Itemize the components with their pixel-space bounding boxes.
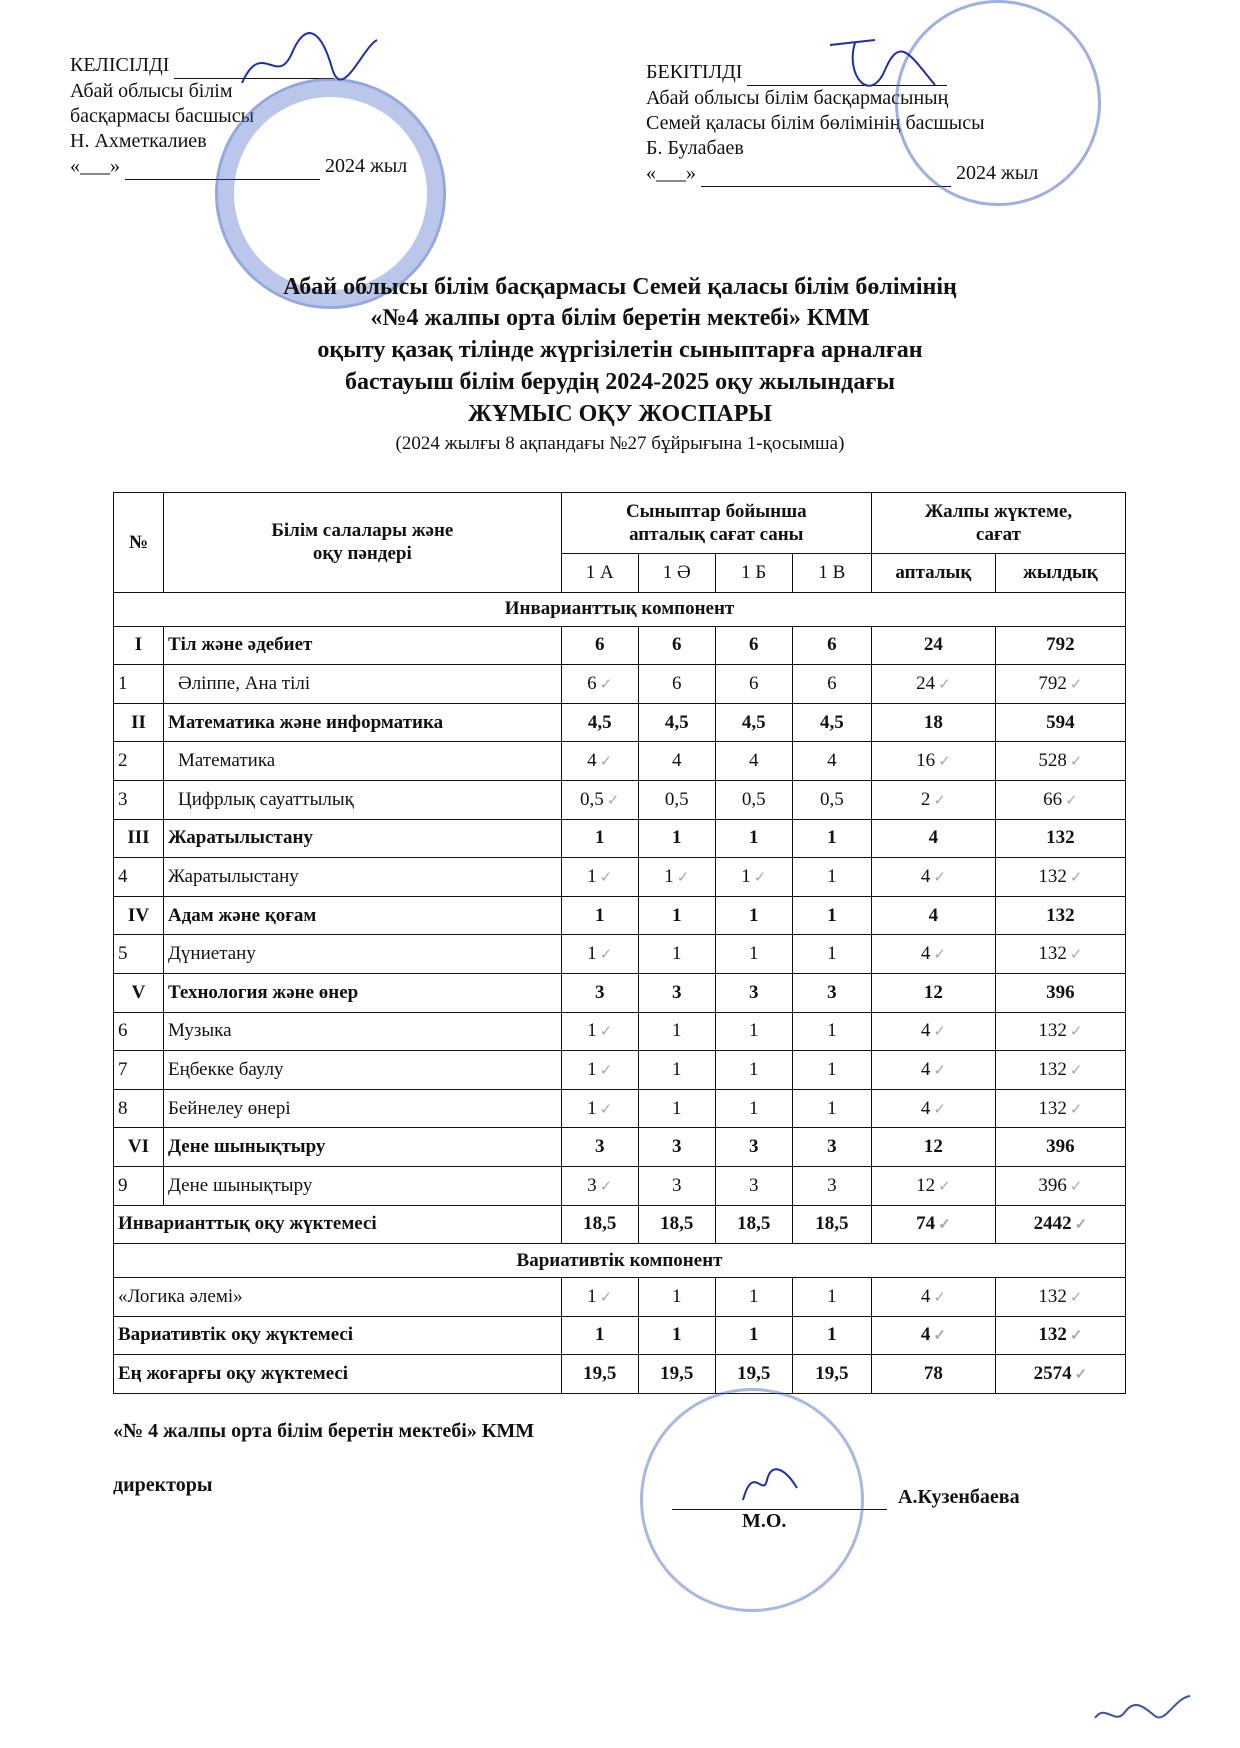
cell-value: 16 [916, 750, 936, 772]
table-row [114, 819, 1126, 858]
checkmark-icon: ✓ [938, 1178, 951, 1195]
cell-weekly [871, 1278, 995, 1317]
cell-1a [561, 665, 638, 704]
cell-1a: 1 [561, 819, 638, 858]
cell-value: 2442 [1033, 1213, 1072, 1235]
approval-left-line1: Абай облысы білім [70, 80, 233, 102]
row-num: 1 [114, 665, 164, 704]
row-subject: Бейнелеу өнері [163, 1089, 561, 1128]
cell-value: 792 [1038, 672, 1067, 694]
cell-weekly: 12 [871, 973, 995, 1012]
table-row [114, 703, 1126, 742]
cell-weekly [871, 858, 995, 897]
cell-1ae: 1 [638, 819, 715, 858]
cell-weekly [871, 1316, 995, 1355]
cell-value: 1 [664, 865, 674, 887]
row-subject: Дене шынықтыру [163, 1166, 561, 1205]
cell-1b: 1 [715, 896, 792, 935]
row-subject: Вариативтік оқу жүктемесі [114, 1316, 562, 1355]
checkmark-icon: ✓ [599, 1101, 613, 1118]
cell-1v: 1 [792, 1051, 871, 1090]
cell-value: 4 [920, 1285, 931, 1307]
checkmark-icon: ✓ [676, 869, 690, 886]
cell-1ae: 1 [638, 1316, 715, 1355]
cell-1v: 1 [792, 1012, 871, 1051]
checkmark-icon: ✓ [599, 676, 613, 693]
row-subject: Ең жоғарғы оқу жүктемесі [114, 1355, 562, 1394]
cell-yearly [995, 1316, 1125, 1355]
title-line2: «№4 жалпы орта білім беретін мектебі» КММ [370, 305, 870, 331]
approval-left-label: КЕЛІСІЛДІ [70, 54, 170, 76]
approval-right-name: Б. Булабаев [646, 137, 744, 159]
cell-1ae: 1 [638, 1089, 715, 1128]
cell-1ae: 4 [638, 742, 715, 781]
cell-value: 2574 [1033, 1363, 1072, 1385]
row-subject: Математика және информатика [163, 703, 561, 742]
cell-1a: 19,5 [561, 1355, 638, 1394]
table-row [114, 780, 1126, 819]
checkmark-icon: ✓ [938, 754, 951, 771]
row-num: IV [114, 896, 164, 935]
row-num: II [114, 703, 164, 742]
row-num: III [114, 819, 164, 858]
cell-value: 1 [741, 865, 751, 887]
cell-1a [561, 1166, 638, 1205]
table-row [114, 858, 1126, 897]
cell-weekly: 24 [871, 626, 995, 665]
cell-1b: 19,5 [715, 1355, 792, 1394]
checkmark-icon: ✓ [938, 676, 951, 693]
cell-1b: 3 [715, 1128, 792, 1167]
table-row [114, 1089, 1126, 1128]
row-subject: Музыка [163, 1012, 561, 1051]
cell-1v: 1 [792, 1089, 871, 1128]
row-subject: Технология және өнер [163, 973, 561, 1012]
checkmark-icon: ✓ [599, 754, 613, 771]
row-subject: Дүниетану [163, 935, 561, 974]
approval-right-date-prefix: «___» [646, 162, 696, 184]
cell-value: 1 [587, 1020, 597, 1042]
cell-1v: 6 [792, 665, 871, 704]
row-num: 8 [114, 1089, 164, 1128]
cell-1ae: 1 [638, 1051, 715, 1090]
cell-1v: 1 [792, 819, 871, 858]
cell-1ae [638, 858, 715, 897]
checkmark-icon: ✓ [1065, 792, 1078, 809]
cell-weekly [871, 742, 995, 781]
approval-left-name: Н. Ахметкалиев [70, 130, 207, 152]
row-num: I [114, 626, 164, 665]
cell-1ae: 3 [638, 1166, 715, 1205]
cell-1v: 3 [792, 1128, 871, 1167]
cell-weekly [871, 1205, 995, 1244]
table-row [114, 742, 1126, 781]
cell-1b: 3 [715, 1166, 792, 1205]
approval-left-year: 2024 жыл [325, 155, 408, 177]
row-num: 5 [114, 935, 164, 974]
cell-1ae: 1 [638, 896, 715, 935]
variative-section-label: Вариативтік компонент [114, 1244, 1126, 1278]
cell-weekly: 4 [871, 819, 995, 858]
checkmark-icon: ✓ [599, 1178, 613, 1195]
table-row [114, 1128, 1126, 1167]
cell-1v: 6 [792, 626, 871, 665]
cell-1v: 1 [792, 896, 871, 935]
checkmark-icon: ✓ [1069, 1178, 1083, 1195]
row-num: 9 [114, 1166, 164, 1205]
cell-yearly: 792 [995, 626, 1125, 665]
cell-value: 2 [920, 788, 931, 810]
cell-weekly: 18 [871, 703, 995, 742]
cell-1b: 0,5 [715, 780, 792, 819]
row-subject: Математика [163, 742, 561, 781]
cell-value: 4 [920, 1058, 931, 1080]
title-line4: бастауыш білім берудің 2024-2025 оқу жылындағы [345, 369, 895, 395]
cell-1a: 1 [561, 896, 638, 935]
cell-1a: 4,5 [561, 703, 638, 742]
cell-weekly [871, 1166, 995, 1205]
row-subject: Жаратылыстану [163, 819, 561, 858]
cell-1v: 18,5 [792, 1205, 871, 1244]
row-subject: Инварианттық оқу жүктемесі [114, 1205, 562, 1244]
cell-weekly [871, 780, 995, 819]
cell-value: 132 [1038, 1097, 1067, 1119]
cell-1b: 1 [715, 1089, 792, 1128]
row-num: 6 [114, 1012, 164, 1051]
checkmark-icon: ✓ [1069, 1101, 1083, 1118]
cell-yearly [995, 1089, 1125, 1128]
cell-1a [561, 1278, 638, 1317]
cell-weekly [871, 1012, 995, 1051]
table-row [114, 973, 1126, 1012]
cell-1v: 4,5 [792, 703, 871, 742]
row-subject: Жаратылыстану [163, 858, 561, 897]
cell-yearly [995, 780, 1125, 819]
cell-1v: 1 [792, 1316, 871, 1355]
cell-1ae: 6 [638, 626, 715, 665]
cell-value: 132 [1038, 943, 1067, 965]
cell-1v: 4 [792, 742, 871, 781]
row-num: VI [114, 1128, 164, 1167]
header-subject-line2: оқу пәндері [312, 543, 412, 565]
cell-yearly: 396 [995, 973, 1125, 1012]
checkmark-icon: ✓ [1069, 754, 1083, 771]
cell-1b [715, 858, 792, 897]
cell-value: 132 [1038, 1285, 1067, 1307]
row-subject: Еңбекке баулу [163, 1051, 561, 1090]
table-row [114, 665, 1126, 704]
cell-1v: 19,5 [792, 1355, 871, 1394]
cell-1ae: 6 [638, 665, 715, 704]
header-class-1v: 1 В [792, 554, 871, 593]
checkmark-icon: ✓ [606, 792, 620, 809]
date-line [701, 161, 951, 187]
table-row [114, 1166, 1126, 1205]
cell-value: 24 [916, 672, 936, 694]
header-weekly-line2: апталық сағат саны [629, 524, 804, 545]
checkmark-icon: ✓ [1074, 1367, 1088, 1384]
cell-yearly [995, 935, 1125, 974]
checkmark-icon: ✓ [753, 869, 767, 886]
cell-value: 6 [587, 672, 597, 694]
cell-1a: 3 [561, 973, 638, 1012]
cell-1ae: 18,5 [638, 1205, 715, 1244]
approval-right-label: БЕКІТІЛДІ [646, 61, 743, 83]
cell-1a: 3 [561, 1128, 638, 1167]
checkmark-icon: ✓ [933, 1328, 946, 1345]
row-subject: Дене шынықтыру [163, 1128, 561, 1167]
row-subject: Әліппе, Ана тілі [163, 665, 561, 704]
cell-1v: 0,5 [792, 780, 871, 819]
cell-1v: 1 [792, 1278, 871, 1317]
cell-value: 4 [920, 943, 931, 965]
cell-1b: 1 [715, 1012, 792, 1051]
cell-1ae: 1 [638, 1278, 715, 1317]
header-total-line2: сағат [975, 524, 1022, 545]
cell-1v: 1 [792, 935, 871, 974]
title-line5: ЖҰМЫС ОҚУ ЖОСПАРЫ [468, 401, 772, 427]
cell-value: 4 [920, 1020, 931, 1042]
cell-1b: 1 [715, 1316, 792, 1355]
checkmark-icon: ✓ [1069, 676, 1083, 693]
cell-yearly [995, 742, 1125, 781]
title-line1: Абай облысы білім басқармасы Семей қаласы білім бөлімінің [283, 274, 957, 300]
table-row [114, 935, 1126, 974]
seal-label: М.О. [742, 1510, 787, 1532]
cell-value: 132 [1038, 1058, 1067, 1080]
cell-1a: 18,5 [561, 1205, 638, 1244]
cell-value: 0,5 [580, 788, 604, 810]
cell-1ae: 3 [638, 1128, 715, 1167]
table-row [114, 1012, 1126, 1051]
footer-line2: директоры [113, 1474, 213, 1496]
cell-1b: 18,5 [715, 1205, 792, 1244]
checkmark-icon: ✓ [599, 1289, 613, 1306]
checkmark-icon: ✓ [599, 1062, 613, 1079]
official-stamp-right [895, 0, 1101, 206]
cell-1a [561, 935, 638, 974]
cell-1a [561, 1051, 638, 1090]
cell-value: 4 [920, 1324, 931, 1346]
row-num: 2 [114, 742, 164, 781]
max-total-row [114, 1355, 1126, 1394]
cell-1a: 6 [561, 626, 638, 665]
cell-1b: 6 [715, 626, 792, 665]
cell-1a [561, 742, 638, 781]
checkmark-icon: ✓ [933, 947, 946, 964]
checkmark-icon: ✓ [933, 1101, 946, 1118]
cell-value: 74 [916, 1213, 936, 1235]
cell-value: 12 [916, 1174, 936, 1196]
cell-yearly [995, 1205, 1125, 1244]
cell-1a [561, 1012, 638, 1051]
school-seal [640, 1388, 864, 1612]
checkmark-icon: ✓ [938, 1217, 951, 1234]
director-name: А.Кузенбаева [898, 1486, 1020, 1508]
cell-weekly [871, 1089, 995, 1128]
cell-weekly [871, 935, 995, 974]
approval-left-date-prefix: «___» [70, 155, 120, 177]
header-class-1b: 1 Б [715, 554, 792, 593]
cell-1b: 6 [715, 665, 792, 704]
cell-1v: 3 [792, 1166, 871, 1205]
row-subject: Цифрлық сауаттылық [163, 780, 561, 819]
header-weekly [561, 493, 871, 554]
cell-1a: 1 [561, 1316, 638, 1355]
cell-yearly: 132 [995, 819, 1125, 858]
checkmark-icon: ✓ [933, 792, 946, 809]
cell-weekly: 4 [871, 896, 995, 935]
cell-value: 1 [587, 943, 597, 965]
row-subject: Тіл және әдебиет [163, 626, 561, 665]
cell-value: 4 [920, 1097, 931, 1119]
invariant-total-row [114, 1205, 1126, 1244]
cell-1ae: 0,5 [638, 780, 715, 819]
cell-1a [561, 858, 638, 897]
footer-line1: «№ 4 жалпы орта білім беретін мектебі» КММ [113, 1420, 535, 1442]
row-num: V [114, 973, 164, 1012]
cell-value: 1 [587, 1058, 597, 1080]
cell-1ae: 1 [638, 1012, 715, 1051]
subtitle: (2024 жылғы 8 ақпандағы №27 бұйрығына 1-қосымша) [395, 433, 845, 454]
table-row [114, 1051, 1126, 1090]
cell-1v: 1 [792, 858, 871, 897]
cell-yearly: 132 [995, 896, 1125, 935]
cell-value: 1 [587, 865, 597, 887]
table-row [114, 626, 1126, 665]
cell-value: 396 [1038, 1174, 1067, 1196]
cell-1b: 3 [715, 973, 792, 1012]
row-subject: «Логика әлемі» [114, 1278, 562, 1317]
cell-value: 132 [1038, 1020, 1067, 1042]
row-subject: Адам және қоғам [163, 896, 561, 935]
checkmark-icon: ✓ [1069, 1024, 1083, 1041]
cell-value: 3 [587, 1174, 597, 1196]
cell-1ae: 3 [638, 973, 715, 1012]
cell-value: 66 [1043, 788, 1063, 810]
cell-yearly [995, 1278, 1125, 1317]
cell-yearly [995, 1355, 1125, 1394]
header-subject [163, 493, 561, 593]
approval-right-line1: Абай облысы білім басқармасының [646, 87, 949, 109]
cell-value: 1 [587, 1097, 597, 1119]
curriculum-table [113, 492, 1126, 1394]
checkmark-icon: ✓ [599, 869, 613, 886]
checkmark-icon: ✓ [599, 947, 613, 964]
cell-value: 4 [587, 750, 597, 772]
cell-1a [561, 780, 638, 819]
cell-1ae: 1 [638, 935, 715, 974]
header-subject-line1: Білім салалары және [271, 520, 454, 542]
checkmark-icon: ✓ [1069, 1328, 1083, 1345]
header-weekly-line1: Сыныптар бойынша [625, 501, 807, 522]
approval-right-line2: Семей қаласы білім бөлімінің басшысы [646, 112, 985, 134]
checkmark-icon: ✓ [599, 1024, 613, 1041]
signature-line [174, 53, 334, 79]
header-total [871, 493, 1125, 554]
cell-1ae: 4,5 [638, 703, 715, 742]
checkmark-icon: ✓ [1069, 947, 1083, 964]
approval-right-year: 2024 жыл [956, 162, 1039, 184]
variative-total-row [114, 1316, 1126, 1355]
cell-value: 132 [1038, 865, 1067, 887]
header-class-1a: 1 А [561, 554, 638, 593]
cell-1b: 4 [715, 742, 792, 781]
cell-weekly [871, 665, 995, 704]
checkmark-icon: ✓ [1069, 869, 1083, 886]
checkmark-icon: ✓ [933, 1289, 946, 1306]
cell-yearly [995, 1166, 1125, 1205]
cell-weekly: 78 [871, 1355, 995, 1394]
cell-yearly: 594 [995, 703, 1125, 742]
checkmark-icon: ✓ [1069, 1289, 1083, 1306]
row-num: 7 [114, 1051, 164, 1090]
cell-1b: 1 [715, 1278, 792, 1317]
cell-1b: 1 [715, 935, 792, 974]
cell-yearly [995, 665, 1125, 704]
cell-yearly [995, 1012, 1125, 1051]
approval-left-line2: басқармасы басшысы [70, 105, 255, 127]
title-line3: оқыту қазақ тілінде жүргізілетін сыныптарға арналған [317, 337, 923, 363]
header-yearly-total: жылдық [995, 554, 1125, 593]
checkmark-icon: ✓ [933, 1024, 946, 1041]
header-class-1ae: 1 Ә [638, 554, 715, 593]
cell-1a [561, 1089, 638, 1128]
cell-value: 1 [587, 1285, 597, 1307]
header-total-line1: Жалпы жүктеме, [924, 501, 1073, 522]
cell-yearly [995, 1051, 1125, 1090]
cell-weekly: 12 [871, 1128, 995, 1167]
cell-1v: 3 [792, 973, 871, 1012]
cell-1b: 1 [715, 1051, 792, 1090]
cell-yearly: 396 [995, 1128, 1125, 1167]
cell-1ae: 19,5 [638, 1355, 715, 1394]
table-row [114, 896, 1126, 935]
header-weekly-total: апталық [871, 554, 995, 593]
checkmark-icon: ✓ [1074, 1217, 1088, 1234]
variative-row [114, 1278, 1126, 1317]
invariant-section-label: Инварианттық компонент [114, 592, 1126, 626]
row-num: 4 [114, 858, 164, 897]
checkmark-icon: ✓ [933, 869, 946, 886]
cell-value: 528 [1038, 750, 1067, 772]
cell-value: 132 [1038, 1324, 1067, 1346]
header-num: № [114, 493, 164, 593]
checkmark-icon: ✓ [933, 1062, 946, 1079]
cell-weekly [871, 1051, 995, 1090]
cell-1b: 1 [715, 819, 792, 858]
cell-yearly [995, 858, 1125, 897]
checkmark-icon: ✓ [1069, 1062, 1083, 1079]
initials-mark [1090, 1688, 1200, 1730]
cell-value: 4 [920, 865, 931, 887]
row-num: 3 [114, 780, 164, 819]
cell-1b: 4,5 [715, 703, 792, 742]
